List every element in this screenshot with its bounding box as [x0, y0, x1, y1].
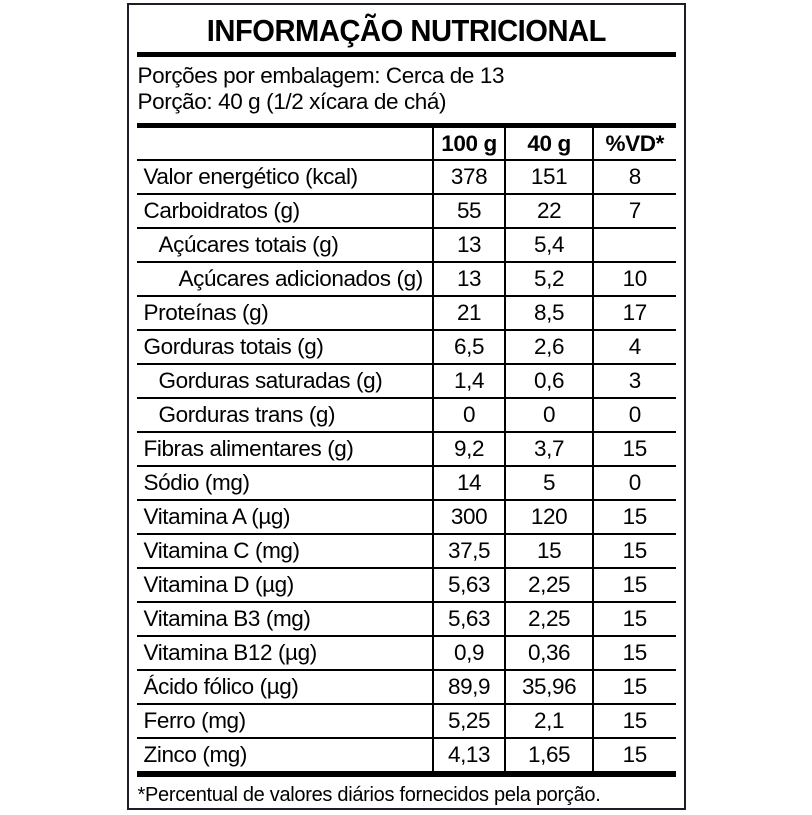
header-cell-empty	[137, 128, 433, 160]
percent-dv-cell: 15	[593, 670, 675, 704]
value-per-40g-cell: 15	[505, 534, 593, 568]
percent-dv-cell: 15	[593, 738, 675, 774]
value-per-100g-cell: 5,63	[433, 568, 505, 602]
percent-dv-cell: 10	[593, 262, 675, 296]
value-per-100g-cell: 14	[433, 466, 505, 500]
percent-dv-cell: 0	[593, 466, 675, 500]
nutrient-name-cell: Valor energético (kcal)	[137, 160, 433, 194]
nutrient-row	[137, 160, 676, 194]
value-per-100g-cell: 300	[433, 500, 505, 534]
nutrient-row	[137, 262, 676, 296]
label-title	[137, 9, 676, 52]
value-per-40g-cell: 2,25	[505, 602, 593, 636]
nutrient-name-cell: Gorduras trans (g)	[137, 398, 433, 432]
value-per-40g-cell: 8,5	[505, 296, 593, 330]
nutrient-name-cell: Vitamina B12 (µg)	[137, 636, 433, 670]
nutrient-name-cell: Vitamina B3 (mg)	[137, 602, 433, 636]
nutrient-name-cell: Gorduras totais (g)	[137, 330, 433, 364]
value-per-100g-cell: 1,4	[433, 364, 505, 398]
percent-dv-cell: 15	[593, 534, 675, 568]
nutrient-row	[137, 398, 676, 432]
value-per-40g-cell: 2,6	[505, 330, 593, 364]
nutrient-name-cell: Zinco (mg)	[137, 738, 433, 774]
serving-size-text: Porção: 40 g (1/2 xícara de chá)	[137, 89, 447, 114]
percent-dv-cell: 15	[593, 568, 675, 602]
value-per-40g-cell: 35,96	[505, 670, 593, 704]
nutrient-name-cell: Sódio (mg)	[137, 466, 433, 500]
value-per-40g-cell: 1,65	[505, 738, 593, 774]
nutrition-table	[137, 128, 676, 777]
nutrient-row	[137, 602, 676, 636]
nutrient-name-cell: Ferro (mg)	[137, 704, 433, 738]
label-title-text: INFORMAÇÃO NUTRICIONAL	[206, 13, 606, 48]
nutrient-row	[137, 296, 676, 330]
nutrient-name-cell: Carboidratos (g)	[137, 194, 433, 228]
percent-dv-cell: 7	[593, 194, 675, 228]
nutrient-row	[137, 704, 676, 738]
value-per-100g-cell: 6,5	[433, 330, 505, 364]
nutrient-row	[137, 466, 676, 500]
value-per-40g-cell: 0	[505, 398, 593, 432]
value-per-100g-cell: 21	[433, 296, 505, 330]
nutrient-row	[137, 636, 676, 670]
nutrient-name-cell: Açúcares adicionados (g)	[137, 262, 433, 296]
serving-info	[137, 57, 676, 123]
value-per-40g-cell: 151	[505, 160, 593, 194]
value-per-40g-cell: 5,4	[505, 228, 593, 262]
value-per-100g-cell: 37,5	[433, 534, 505, 568]
value-per-100g-cell: 13	[433, 228, 505, 262]
value-per-40g-cell: 2,1	[505, 704, 593, 738]
nutrient-row	[137, 194, 676, 228]
value-per-40g-cell: 120	[505, 500, 593, 534]
percent-dv-cell: 0	[593, 398, 675, 432]
nutrient-row	[137, 432, 676, 466]
nutrient-row	[137, 534, 676, 568]
value-per-100g-cell: 5,25	[433, 704, 505, 738]
nutrient-row	[137, 500, 676, 534]
nutrient-row	[137, 330, 676, 364]
header-cell-40g: 40 g	[505, 128, 593, 160]
nutrient-name-cell: Fibras alimentares (g)	[137, 432, 433, 466]
value-per-100g-cell: 9,2	[433, 432, 505, 466]
table-header-row	[137, 128, 676, 160]
nutrient-row	[137, 364, 676, 398]
percent-dv-cell: 15	[593, 704, 675, 738]
percent-dv-cell: 4	[593, 330, 675, 364]
value-per-100g-cell: 13	[433, 262, 505, 296]
percent-dv-cell: 15	[593, 500, 675, 534]
value-per-40g-cell: 3,7	[505, 432, 593, 466]
percent-dv-cell: 8	[593, 160, 675, 194]
header-cell-percent-vd: %VD*	[593, 128, 675, 160]
nutrition-table-body	[137, 160, 676, 774]
value-per-40g-cell: 0,6	[505, 364, 593, 398]
percent-dv-cell: 17	[593, 296, 675, 330]
nutrient-row	[137, 228, 676, 262]
nutrient-name-cell: Gorduras saturadas (g)	[137, 364, 433, 398]
nutrient-row	[137, 670, 676, 704]
percent-dv-cell: 3	[593, 364, 675, 398]
servings-per-package-text: Porções por embalagem: Cerca de 13	[137, 63, 505, 88]
nutrient-name-cell: Vitamina D (µg)	[137, 568, 433, 602]
nutrition-label	[127, 3, 686, 810]
percent-dv-cell	[593, 228, 675, 262]
nutrient-name-cell: Açúcares totais (g)	[137, 228, 433, 262]
percent-dv-cell: 15	[593, 432, 675, 466]
value-per-100g-cell: 89,9	[433, 670, 505, 704]
value-per-100g-cell: 0	[433, 398, 505, 432]
value-per-100g-cell: 55	[433, 194, 505, 228]
value-per-40g-cell: 5	[505, 466, 593, 500]
footnote-text: *Percentual de valores diários fornecidos pela porção.	[137, 784, 601, 806]
nutrient-row	[137, 568, 676, 602]
value-per-100g-cell: 0,9	[433, 636, 505, 670]
value-per-100g-cell: 5,63	[433, 602, 505, 636]
percent-dv-cell: 15	[593, 636, 675, 670]
value-per-40g-cell: 22	[505, 194, 593, 228]
percent-dv-cell: 15	[593, 602, 675, 636]
value-per-40g-cell: 5,2	[505, 262, 593, 296]
nutrient-name-cell: Vitamina A (µg)	[137, 500, 433, 534]
nutrient-name-cell: Proteínas (g)	[137, 296, 433, 330]
value-per-40g-cell: 2,25	[505, 568, 593, 602]
nutrient-name-cell: Vitamina C (mg)	[137, 534, 433, 568]
value-per-100g-cell: 4,13	[433, 738, 505, 774]
header-cell-100g: 100 g	[433, 128, 505, 160]
value-per-100g-cell: 378	[433, 160, 505, 194]
nutrient-name-cell: Ácido fólico (µg)	[137, 670, 433, 704]
value-per-40g-cell: 0,36	[505, 636, 593, 670]
nutrient-row	[137, 738, 676, 774]
